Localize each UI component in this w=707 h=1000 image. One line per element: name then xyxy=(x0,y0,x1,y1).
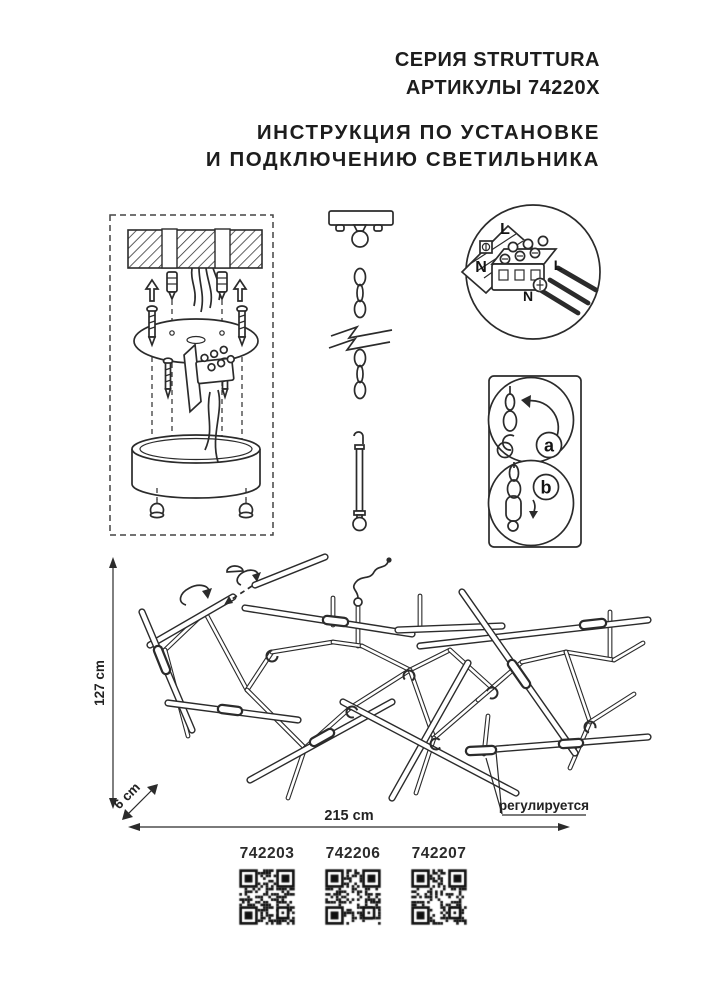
option-a-diagram xyxy=(489,378,574,463)
dimension-height xyxy=(92,557,117,809)
earth-symbol-right xyxy=(534,279,547,292)
instruction-title-line1: ИНСТРУКЦИЯ ПО УСТАНОВКЕ xyxy=(256,121,600,144)
adjustable-label: регулируется xyxy=(498,798,590,813)
instruction-title-line2: И ПОДКЛЮЧЕНИЮ СВЕТИЛЬНИКА xyxy=(205,148,600,171)
article-code: 742203 xyxy=(239,845,295,862)
rotation-arrows xyxy=(180,566,261,605)
wiring-diagram xyxy=(462,205,600,339)
article-code: 742206 xyxy=(325,845,381,862)
mounting-bar xyxy=(329,211,393,247)
label-neutral-left: N xyxy=(475,259,487,276)
qr-item xyxy=(222,845,312,926)
canopy xyxy=(132,435,260,498)
ceiling-wires xyxy=(192,268,220,312)
width-label: 215 cm xyxy=(324,808,374,824)
qr-code xyxy=(410,868,468,926)
earth-symbol-left xyxy=(480,241,492,253)
option-b-diagram xyxy=(489,461,574,546)
qr-code xyxy=(238,868,296,926)
suspension-chain xyxy=(329,269,392,399)
series-title: СЕРИЯ STRUTTURA xyxy=(394,49,600,71)
label-live-right: L xyxy=(553,257,563,273)
height-label: 127 cm xyxy=(92,660,107,706)
qr-item xyxy=(394,845,484,926)
depth-label: 6 cm xyxy=(110,779,144,813)
chandelier-structure xyxy=(142,557,648,798)
wall-anchors xyxy=(167,272,227,299)
dimension-depth xyxy=(111,780,158,820)
articles-title: АРТИКУЛЫ 74220X xyxy=(405,77,600,99)
ceiling-mount-diagram xyxy=(110,215,273,535)
qr-item xyxy=(308,845,398,926)
suspension-rod xyxy=(353,432,366,531)
insert-arrows xyxy=(146,280,246,301)
label-neutral-right: N xyxy=(522,288,534,304)
power-cord xyxy=(354,557,392,606)
label-live-left: L xyxy=(500,221,510,238)
label-option-b: b xyxy=(540,477,552,498)
ceiling-hatch xyxy=(128,230,262,268)
label-option-a: a xyxy=(543,435,555,456)
article-code: 742207 xyxy=(411,845,467,862)
qr-code xyxy=(324,868,382,926)
adjustment-options-panel xyxy=(489,376,582,547)
